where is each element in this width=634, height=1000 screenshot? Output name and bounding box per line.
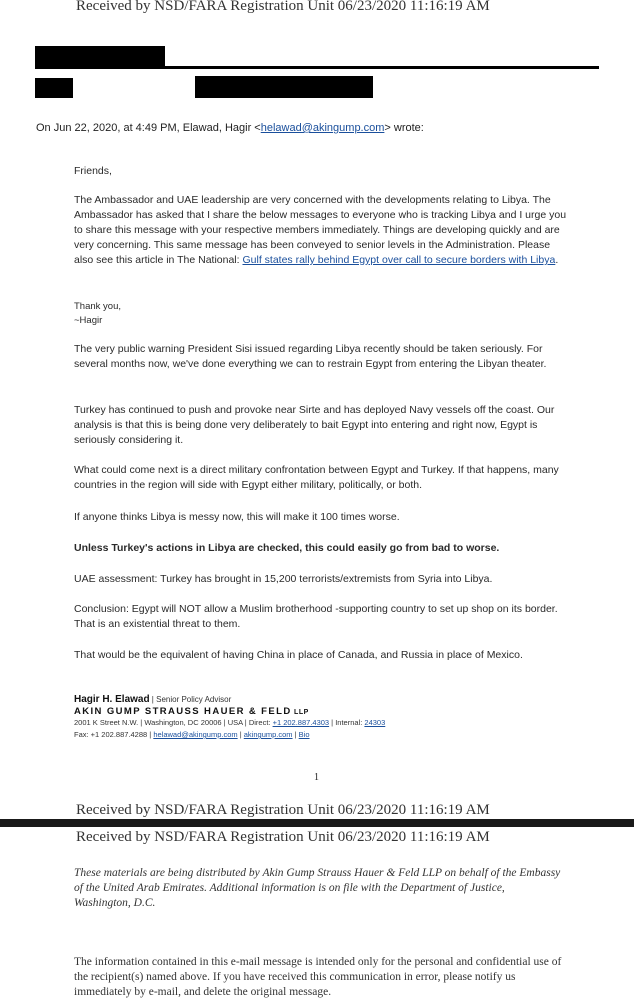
signature-separator: |	[292, 730, 299, 739]
signature-fax: Fax: +1 202.887.4288 |	[74, 730, 154, 739]
signature-firm-suffix: LLP	[291, 709, 309, 716]
email-header-line	[36, 122, 424, 134]
page-break-bar	[0, 819, 634, 827]
paragraph-conclusion: Conclusion: Egypt will NOT allow a Muslim brotherhood -supporting country to set up shop on its border. That is an existential threat to them.	[74, 603, 558, 630]
fara-stamp-bottom: Received by NSD/FARA Registration Unit 06/23/2020 11:16:19 AM	[76, 802, 490, 818]
internal-extension-link[interactable]: 24303	[364, 718, 386, 727]
signature-firm-line	[74, 701, 309, 719]
sender-email-link[interactable]: helawad@akingump.com	[260, 122, 385, 134]
redaction-block	[35, 78, 73, 98]
signature-separator: |	[237, 730, 244, 739]
signature-name: Hagir H. Elawad	[74, 694, 150, 705]
paragraph-intro-end: .	[555, 254, 559, 266]
paragraph-intro	[74, 193, 570, 268]
paragraph-intro-text: The Ambassador and UAE leadership are very concerned with the developments relating to Libya. The Ambassador has asked that I share the below messages to everyone who is tracking Libya and I urge you to share this message with your respective members immediately. Things are developing quickly and are very concerning. This same message has been conveyed to senior levels in the Administration. Please also see this article in The National:	[74, 194, 567, 266]
header-rule	[35, 66, 599, 69]
article-link[interactable]: Gulf states rally behind Egypt over call to secure borders with Libya	[242, 254, 556, 266]
paragraph-messy: If anyone thinks Libya is messy now, this will make it 100 times worse.	[74, 511, 400, 523]
signature-address-line	[74, 718, 385, 727]
paragraph-assessment: UAE assessment: Turkey has brought in 15,200 terrorists/extremists from Syria into Libya.	[74, 573, 493, 585]
website-link[interactable]: akingump.com	[243, 730, 293, 739]
internal-label: | Internal:	[329, 718, 365, 727]
header-prefix: On Jun 22, 2020, at 4:49 PM, Elawad, Hagir <	[36, 122, 261, 134]
paragraph-confrontation: What could come next is a direct military confrontation between Egypt and Turkey. If that happens, many countries in the region will side with Egypt either military, politically, or both.	[74, 464, 559, 491]
greeting: Friends,	[74, 165, 112, 177]
paragraph-warning: Unless Turkey's actions in Libya are checked, this could easily go from bad to worse.	[74, 542, 500, 554]
redaction-block	[195, 76, 373, 98]
bio-link[interactable]: Bio	[298, 730, 310, 739]
paragraph-turkey: Turkey has continued to push and provoke near Sirte and has deployed Navy vessels off the coast. Our analysis is that this is being done very deliberately to bait Egypt into entering and right now, Egypt is seriously considering it.	[74, 404, 555, 446]
fara-stamp-page2: Received by NSD/FARA Registration Unit 06/23/2020 11:16:19 AM	[76, 829, 490, 845]
signature-firm: AKIN GUMP STRAUSS HAUER & FELD	[74, 706, 292, 717]
direct-phone-link[interactable]: +1 202.887.4303	[272, 718, 330, 727]
fara-stamp-top: Received by NSD/FARA Registration Unit 06/23/2020 11:16:19 AM	[76, 0, 490, 14]
header-suffix: > wrote:	[384, 122, 424, 134]
signature-email-link[interactable]: helawad@akingump.com	[153, 730, 238, 739]
page-number: 1	[314, 772, 319, 783]
signoff-line: ~Hagir	[74, 315, 103, 326]
redaction-block	[35, 46, 165, 68]
signature-contact-line	[74, 730, 310, 739]
paragraph-equivalent: That would be the equivalent of having China in place of Canada, and Russia in place of Mexico.	[74, 649, 523, 661]
paragraph-sisi: The very public warning President Sisi issued regarding Libya recently should be taken seriously. For several months now, we've done everything we can to restrain Egypt from entering the Libyan theater.	[74, 343, 547, 370]
signature-title: | Senior Policy Advisor	[149, 695, 232, 704]
fara-disclosure: These materials are being distributed by Akin Gump Strauss Hauer & Feld LLP on behalf of the Embassy of the United Arab Emirates. Additional information is on file with the Department of Justice, Washington, D.C.	[74, 867, 561, 909]
thanks-line: Thank you,	[74, 301, 121, 312]
confidentiality-notice: The information contained in this e-mail message is intended only for the personal and confidential use of the recipient(s) named above. If you have received this communication in error, please notify us immediately by e-mail, and delete the original message.	[74, 956, 562, 998]
signature-address: 2001 K Street N.W. | Washington, DC 20006 | USA | Direct:	[74, 718, 273, 727]
